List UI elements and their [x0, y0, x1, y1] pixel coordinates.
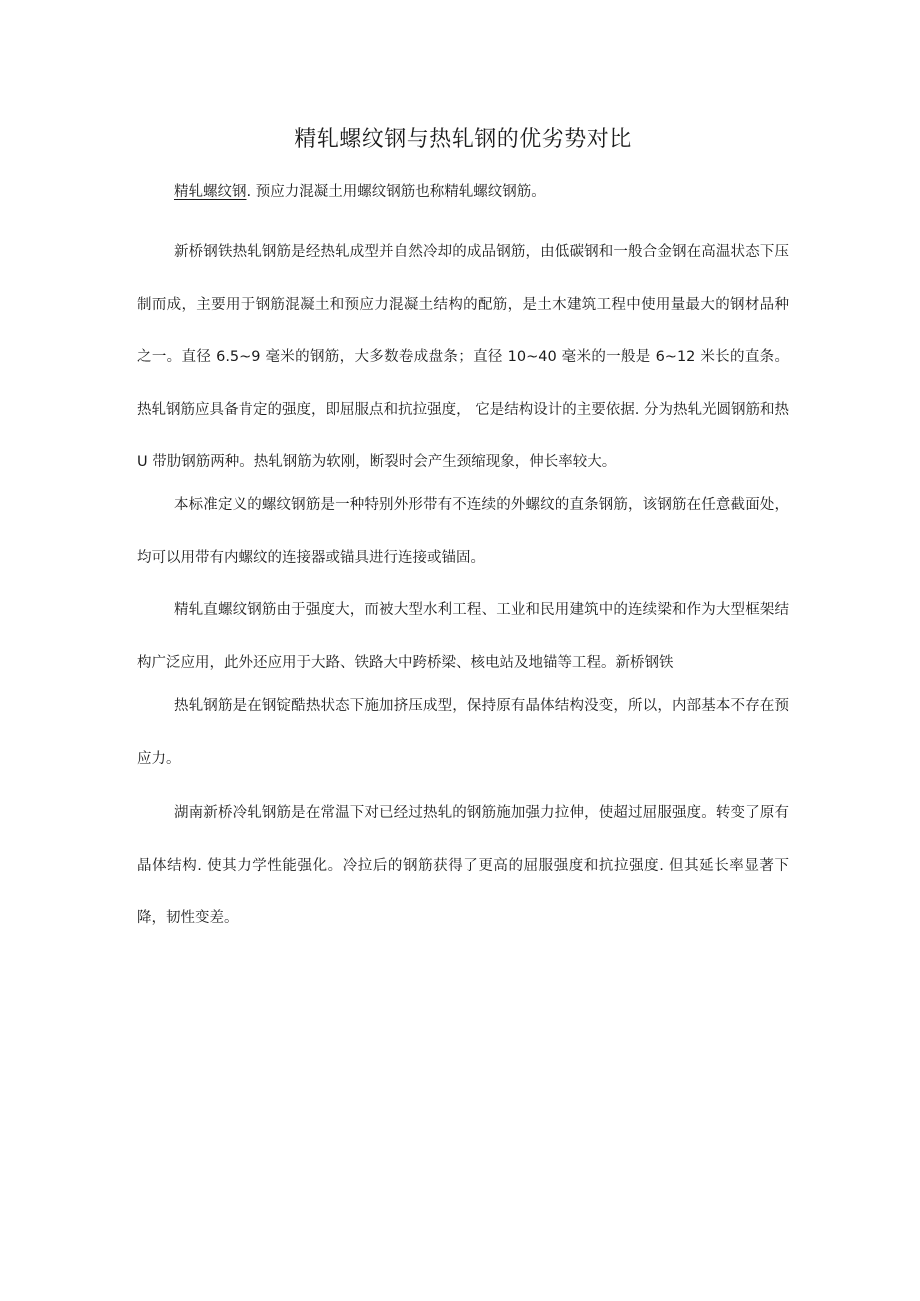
paragraph-hot-rolled: 新桥钢铁热轧钢筋是经热轧成型并自然冷却的成品钢筋，由低碳钢和一般合金钢在高温状态下压制而成，主要用于钢筋混凝土和预应力混凝土结构的配筋，是土木建筑工程中使用量最大的钢材品种之一。直径 6.5~9 毫米的钢筋，大多数卷成盘条；直径 10~40 毫米的一般是 6~12 米长的直条。热轧钢筋应具备肯定的强度，即屈服点和抗拉强度， 它是结构设计的主要依据. 分为热轧光圆钢筋和热 U 带肋钢筋两种。热轧钢筋为软刚，断裂时会产生颈缩现象，伸长率较大。 [137, 244, 789, 470]
paragraph-hot-rolled-structure: 热轧钢筋是在钢锭酷热状态下施加挤压成型，保持原有晶体结构没变，所以，内部基本不存在预应力。 [137, 698, 789, 767]
intro-term-link[interactable]: 精轧螺纹钢 [174, 184, 247, 200]
document-title: 精轧螺纹钢与热轧钢的优劣势对比 [294, 127, 632, 152]
paragraph-thread-definition: 本标准定义的螺纹钢筋是一种特别外形带有不连续的外螺纹的直条钢筋，该钢筋在任意截面处，均可以用带有内螺纹的连接器或锚具进行连接或锚固。 [137, 497, 789, 566]
intro-paragraph [137, 179, 789, 205]
intro-text: . 预应力混凝土用螺纹钢筋也称精轧螺纹钢筋。 [246, 184, 546, 200]
paragraph-cold-rolled: 湖南新桥冷轧钢筋是在常温下对已经过热轧的钢筋施加强力拉伸，使超过屈服强度。转变了原有晶体结构. 使其力学性能强化。冷拉后的钢筋获得了更高的屈服强度和抗拉强度. 但其延长率显著下降，韧性变差。 [137, 805, 789, 926]
paragraph-applications: 精轧直螺纹钢筋由于强度大，而被大型水利工程、工业和民用建筑中的连续梁和作为大型框架结构广泛应用，此外还应用于大路、铁路大中跨桥梁、核电站及地锚等工程。新桥钢铁 [137, 602, 789, 671]
